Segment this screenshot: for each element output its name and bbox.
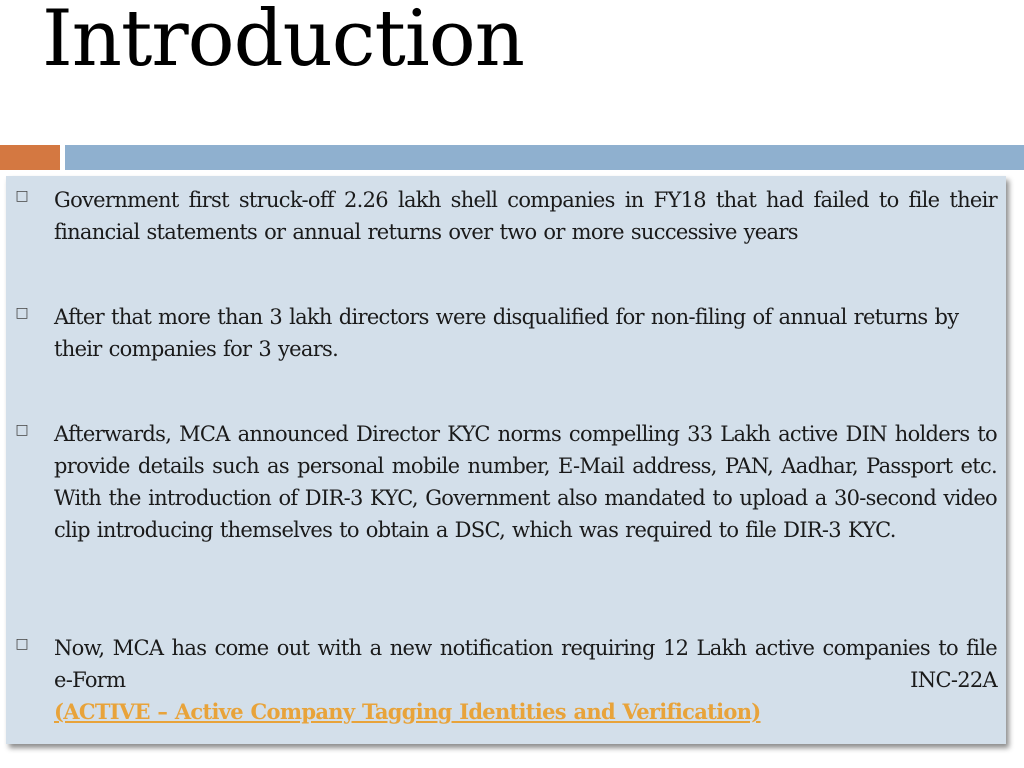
- bullet-text: Afterwards, MCA announced Director KYC norms compelling 33 Lakh active DIN holders to provide details such as personal mobile number, E-Mail address, PAN, Aadhar, Passport etc. With the introduction of DIR-3 KYC, Government also mandated to upload a 30-second video clip introducing themselves to obtain a DSC, which was required to file DIR-3 KYC.: [54, 422, 997, 542]
- bullet-marker-icon: □: [15, 188, 29, 204]
- slide-title: Introduction: [42, 0, 524, 84]
- bullet-text: Government first struck-off 2.26 lakh shell companies in FY18 that had failed to file their financial statements or annual returns over two or more successive years: [54, 188, 997, 244]
- bullet-marker-icon: □: [15, 422, 29, 438]
- bullet-text: After that more than 3 lakh directors were disqualified for non-filing of annual returns by their companies for 3 years.: [54, 305, 959, 361]
- bullet-text: Now, MCA has come out with a new notification requiring 12 Lakh active companies to file e-Form INC-22A: [54, 636, 997, 692]
- bullet-marker-icon: □: [15, 305, 29, 321]
- bullet-marker-icon: □: [15, 636, 29, 652]
- active-form-link[interactable]: (ACTIVE – Active Company Tagging Identities and Verification): [54, 699, 761, 724]
- accent-bar-orange: [0, 145, 60, 170]
- bullet-text-with-link: [54, 632, 997, 728]
- accent-bar-blue: [65, 145, 1024, 170]
